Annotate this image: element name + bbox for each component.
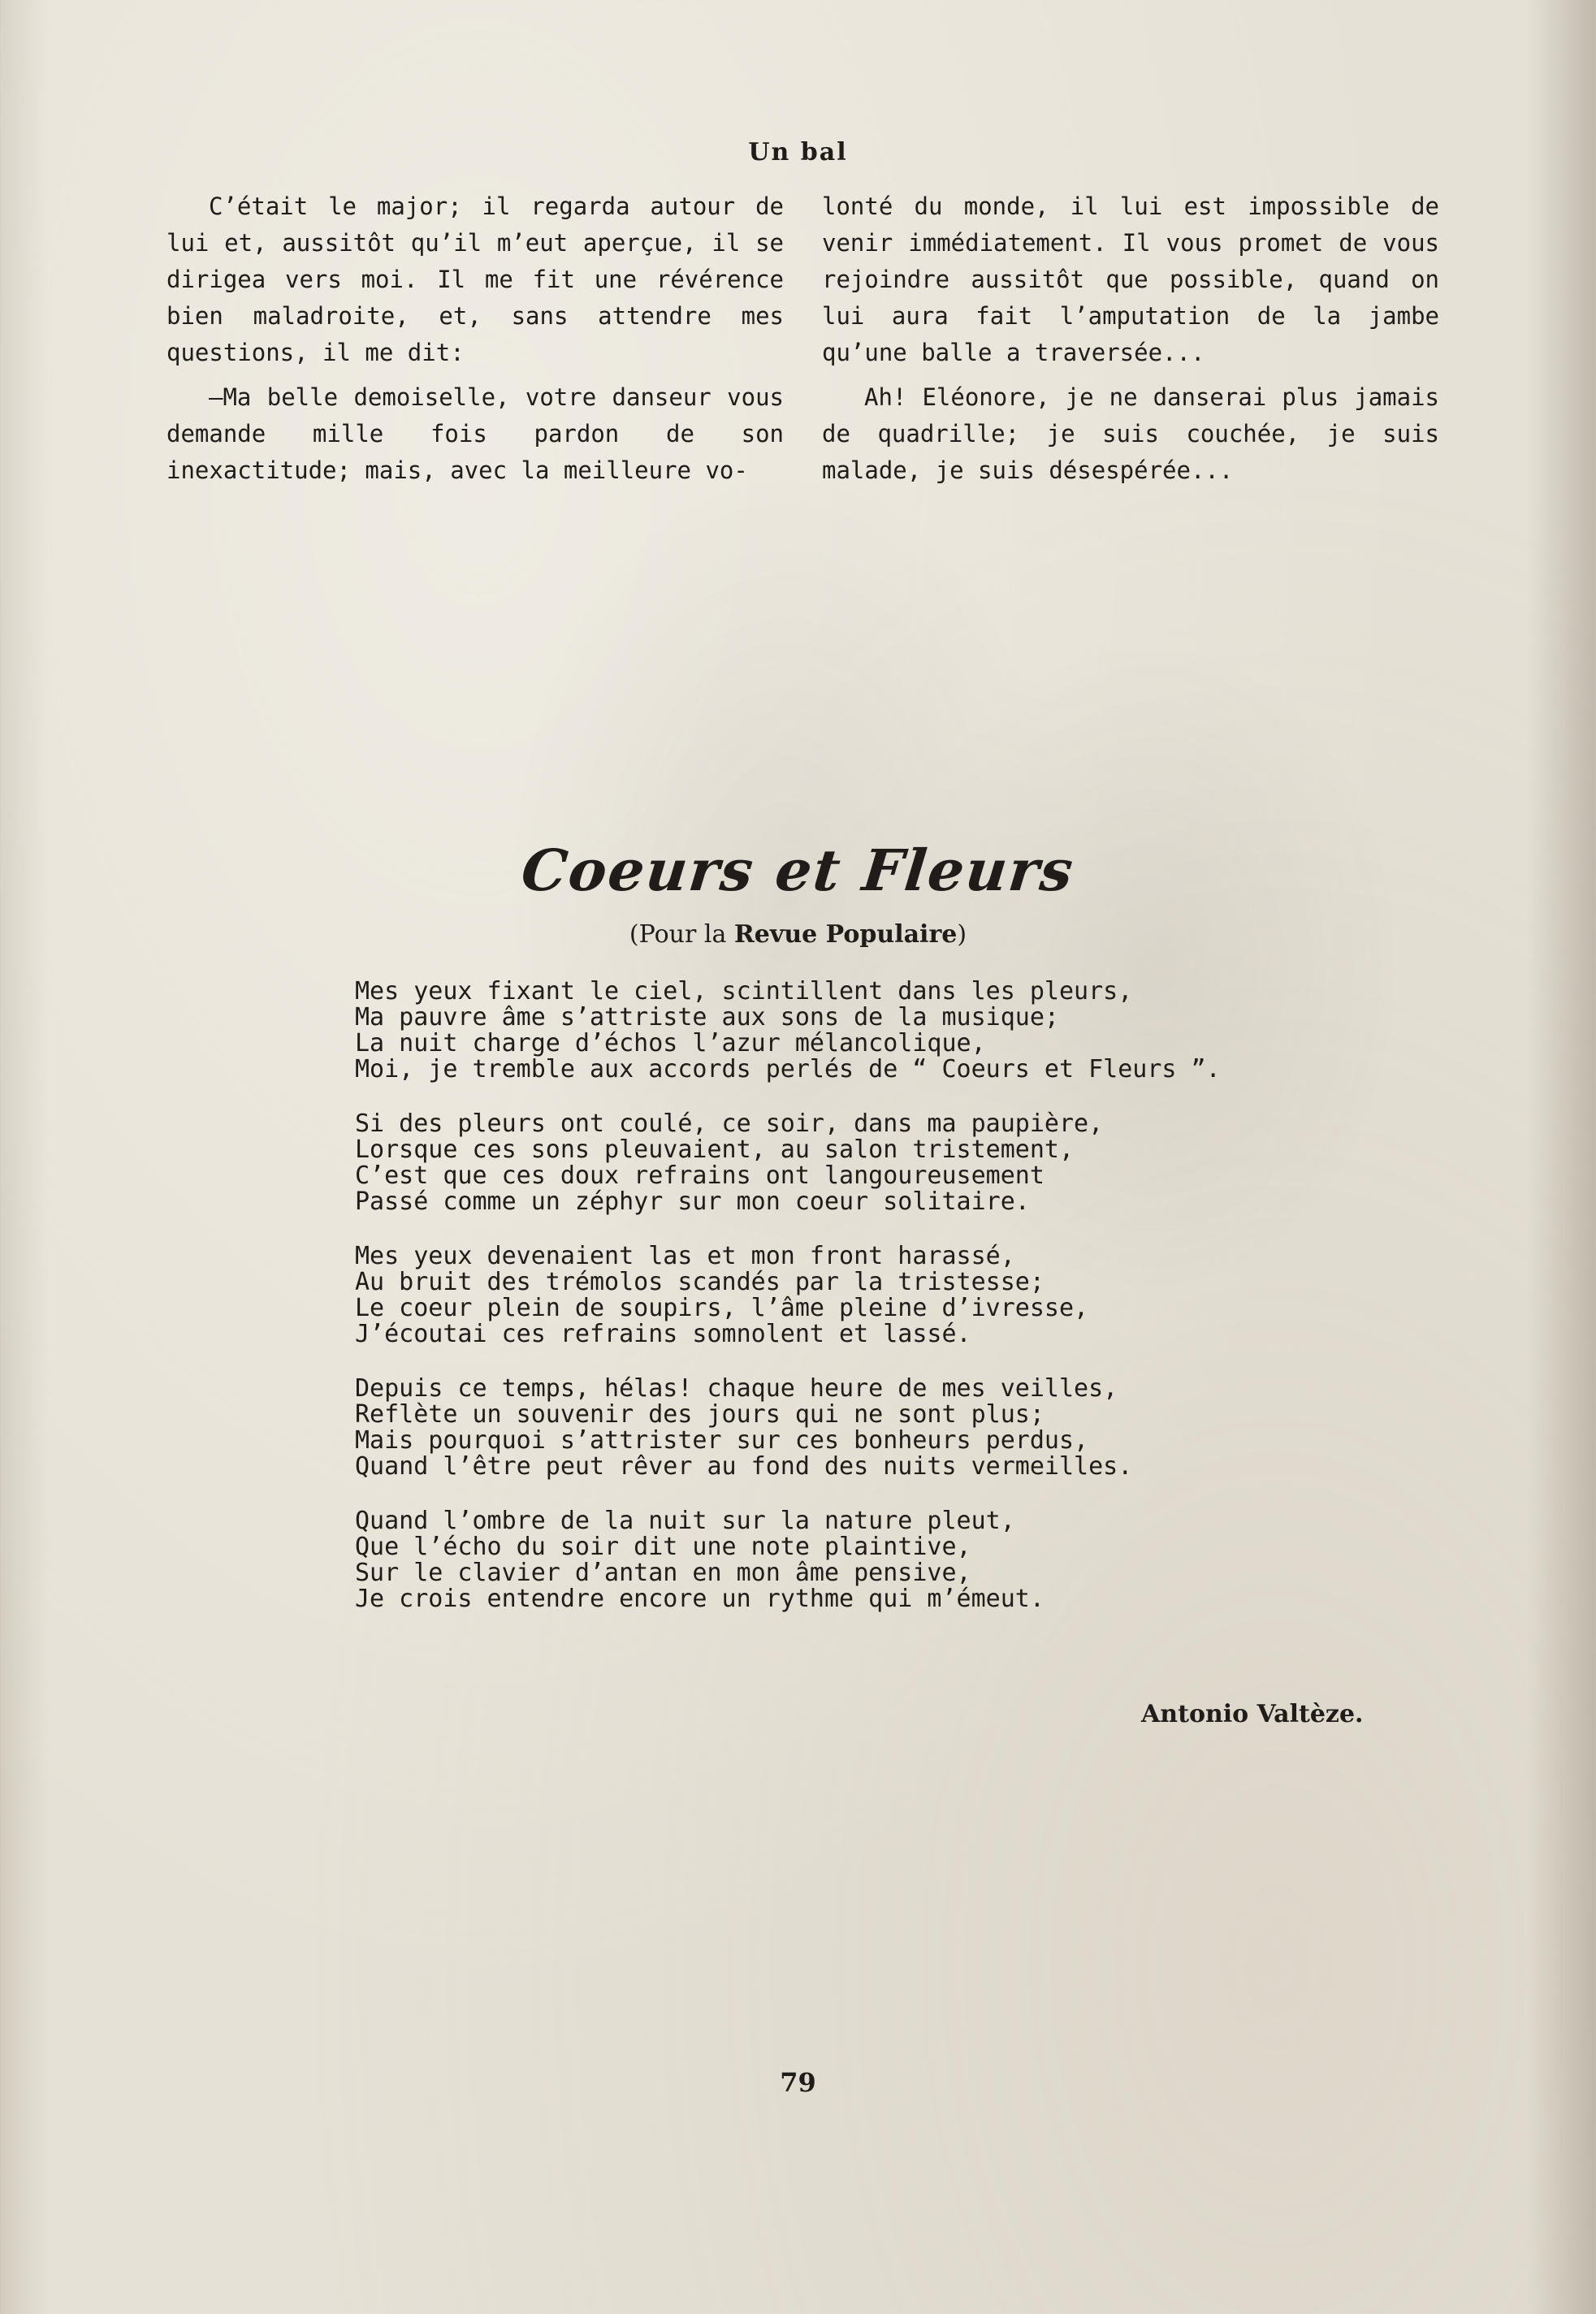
stanza (355, 1111, 1248, 1215)
left-column (167, 188, 784, 497)
verse: Lorsque ces sons pleuvaient, au salon tristement, (355, 1135, 1075, 1164)
verse: Au bruit des trémolos scandés par la tristesse; (355, 1268, 1045, 1296)
poem-body (355, 979, 1248, 1641)
verse: La nuit charge d’échos l’azur mélancolique, (355, 1029, 986, 1058)
paragraph: Ah! Eléonore, je ne danserai plus jamais de quadrille; je suis couchée, je suis malade, je suis désespérée... (822, 383, 1439, 484)
verse: Le coeur plein de soupirs, l’âme pleine d’ivresse, (355, 1294, 1089, 1322)
verse: Que l’écho du soir dit une note plaintive, (355, 1533, 971, 1561)
right-column (822, 188, 1439, 497)
poem-title: Coeurs et Fleurs (518, 837, 1078, 904)
verse: J’écoutai ces refrains somnolent et lassé. (355, 1320, 971, 1348)
verse: Reflète un souvenir des jours qui ne sont plus; (355, 1400, 1045, 1429)
verse: Je crois entendre encore un rythme qui m’émeut. (355, 1585, 1045, 1613)
verse: Mais pourquoi s’attrister sur ces bonheurs perdus, (355, 1426, 1089, 1455)
stanza (355, 1376, 1248, 1480)
verse: Sur le clavier d’antan en mon âme pensive, (355, 1559, 971, 1587)
verse: Mes yeux devenaient las et mon front harassé, (355, 1242, 1015, 1270)
poem-subtitle (0, 920, 1596, 949)
stanza (355, 979, 1248, 1083)
verse: C’est que ces doux refrains ont langoureusement (355, 1161, 1045, 1190)
verse: Quand l’être peut rêver au fond des nuits vermeilles. (355, 1452, 1133, 1481)
running-head: Un bal (748, 138, 848, 167)
subtitle-prefix: (Pour la (629, 920, 734, 949)
verse: Passé comme un zéphyr sur mon coeur solitaire. (355, 1187, 1030, 1216)
verse: Ma pauvre âme s’attriste aux sons de la musique; (355, 1003, 1059, 1032)
stanza (355, 1508, 1248, 1612)
paragraph: lonté du monde, il lui est impossible de venir immédiatement. Il vous promet de vous rejoindre aussitôt que possible, quand on lui aura fait l’amputation de la jambe qu’une balle a traversée... (822, 192, 1439, 366)
paragraph: C’était le major; il regarda autour de lui et, aussitôt qu’il m’eut aperçue, il se dirigea vers moi. Il me fit une révérence bien maladroite, et, sans attendre mes questions, il me dit: (167, 192, 784, 366)
paragraph: —Ma belle demoiselle, votre danseur vous demande mille fois pardon de son inexactitude; mais, avec la meilleure vo- (167, 383, 784, 484)
stanza (355, 1244, 1248, 1347)
verse: Quand l’ombre de la nuit sur la nature pleut, (355, 1507, 1015, 1535)
page-number: 79 (780, 2067, 816, 2098)
verse: Si des pleurs ont coulé, ce soir, dans ma paupière, (355, 1109, 1104, 1138)
verse: Mes yeux fixant le ciel, scintillent dans les pleurs, (355, 977, 1133, 1006)
subtitle-publication: Revue Populaire (733, 920, 958, 949)
verse: Depuis ce temps, hélas! chaque heure de mes veilles, (355, 1374, 1118, 1403)
poem-signature: Antonio Valtèze. (1141, 1700, 1364, 1728)
subtitle-suffix: ) (957, 920, 967, 949)
verse: Moi, je tremble aux accords perlés de “ Coeurs et Fleurs ”. (355, 1055, 1221, 1083)
